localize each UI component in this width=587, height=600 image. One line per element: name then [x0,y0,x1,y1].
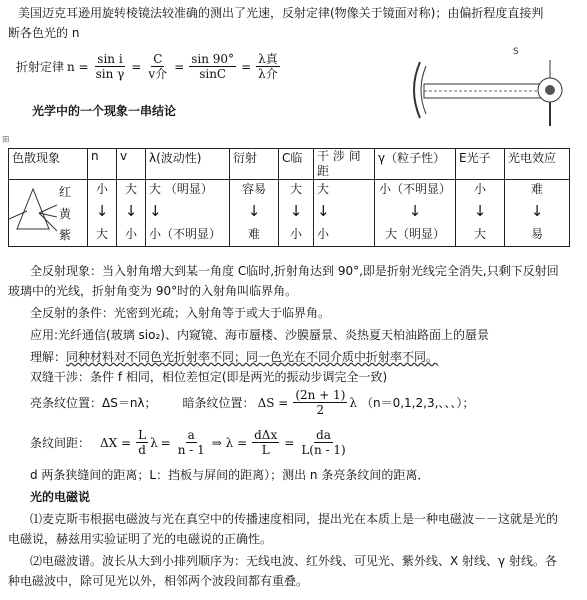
sin-gamma: sin γ [95,67,125,81]
n-equals: n = [67,59,89,74]
refraction-label: 折射定律 [16,60,65,74]
cell-lambda: 大 （明显） ↓ 小（不明显） [146,180,230,247]
cell-top: 小（不明显） [378,182,451,196]
lambda-sym: λ [150,435,158,450]
dark-lambda: λ [349,395,357,410]
total-reflection-application: 应用:光纤通信(玻璃 sio₂)、内窥镜、海市蜃楼、沙膜蜃景、炎热夏天柏油路面上的蜃景 [30,328,489,342]
color-violet: 紫 [59,228,72,242]
dark-range: （n＝0,1,2,3,、、、）； [360,396,475,410]
understanding-label: 理解： [30,350,67,364]
cell-top: 大 [124,182,137,196]
fringe-position-line [30,388,474,417]
cell-bottom: 小 [289,227,302,241]
understanding-text: 同种材料对不同色光折射率不同；同一色光在不同介质中折射率不同。 [66,350,439,364]
understanding-line [30,348,438,366]
table-header-row [9,149,570,180]
cell-bottom: 难 [247,227,260,241]
intro-line-1: 美国迈克耳逊用旋转棱镜法较准确的测出了光速，反射定律(物像关于镜面对称)；由偏折程度直接判 [18,6,544,20]
michelson-apparatus-diagram [400,40,580,130]
cell-bottom: 小 [317,227,330,241]
em-p1-line-1: ⑴麦克斯韦根据电磁波与光在真空中的传播速度相同，提出光在本质上是一种电磁波－－这就是光的 [30,512,559,526]
table-move-handle-icon[interactable]: ⊞ [2,135,10,145]
total-reflection-line-2: 玻璃中的光线，折射角变为 90°时的入射角叫临界角。 [8,284,298,298]
header-cell: 光电效应 [505,149,570,180]
n1-den: n - 1 [177,443,205,457]
sin-i: sin i [97,52,123,66]
em-p1-line-2: 电磁说，赫兹用实验证明了光的电磁说的正确性。 [8,532,273,546]
lambda-ratio [256,52,280,81]
cell-top: 难 [530,182,543,196]
l-den: L [261,443,270,457]
prism-cell [9,180,88,247]
v-medium: v介 [148,67,168,81]
section-title: 光学中的一个现象一串结论 [32,104,177,118]
double-slit-line: 双缝干涉：条件 f 相同，相位差恒定(即是两光的振动步调完全一致) [30,370,388,384]
spacing-label: 条纹间距： [30,436,91,450]
header-cell: λ(波动性) [146,149,230,180]
cell-critical: 大 ↓ 小 [279,180,314,247]
ddx-num: dΔx [254,428,278,442]
prism-icon [9,183,57,243]
color-red: 红 [59,185,72,199]
cell-top: 小 [95,182,108,196]
table-row [9,180,570,247]
header-cell: 色散现象 [9,149,88,180]
cell-top: 小 [473,182,486,196]
da-over-ln1 [299,428,347,457]
l-num: L [138,428,147,442]
lambda-vacuum: λ真 [258,52,278,66]
dispersion-table [8,148,570,247]
header-cell: v [117,149,146,180]
cell-gamma: 小（不明显） ↓ 大（明显） [375,180,456,247]
cell-bottom: 易 [530,227,543,241]
em-p2-line-1: ⑵电磁波谱。波长从大到小排列顺序为：无线电波、红外线、可见光、紫外线、X 射线、γ 射线。各 [30,554,557,568]
cell-n: 小 ↓ 大 [88,180,117,247]
cell-photon-energy: 小 ↓ 大 [456,180,505,247]
lambda-medium: λ介 [258,67,278,81]
ln1-den: L(n - 1) [301,443,346,457]
sin-ratio [94,52,127,81]
cell-top: 大 （明显） [149,182,213,196]
spacing-explanation: d 两条狭缝间的距离；L：挡板与屏间的距离）；测出 n 条亮条纹间的距离． [30,468,430,482]
cell-bottom: 小（不明显） [149,227,222,241]
fringe-spacing-line: 条纹间距： ΔX = $\frac{L}{d}$ λ = $\frac{a}{n - 1}$ ⇒ λ = $\frac{\text{dΔx}}{L}$ = $\frac{da}{L(n - 1)}$ [30,428,346,457]
cell-diffraction: 容易 ↓ 难 [230,180,279,247]
total-reflection-condition: 全反射的条件：光密到光疏；入射角等于或大于临界角。 [30,306,331,320]
header-cell: 干 涉 间 距 [314,149,375,180]
cell-top: 大 [317,182,330,196]
diagram-label-s: S [513,47,519,57]
bright-fringe-label: 亮条纹位置：ΔS＝nλ； [30,396,157,410]
dark-fraction [293,388,347,417]
sin90: sin 90° [191,52,235,66]
header-cell: C临 [279,149,314,180]
header-cell: n [88,149,117,180]
c-value: C [153,52,163,66]
d-den: d [138,443,146,457]
dark-num: (2n + 1) [295,388,346,402]
cell-spacing: 大 ↓ 小 [314,180,375,247]
header-cell: γ（粒子性） [375,149,456,180]
sin90-ratio [189,52,236,81]
cell-bottom: 大 [95,227,108,241]
cell-bottom: 大 [473,227,486,241]
ddx-over-l [252,428,279,457]
header-cell: 衍射 [230,149,279,180]
em-p2-line-2: 种电磁波中，除可见光以外，相邻两个波段间都有重叠。 [8,574,309,588]
cell-top: 大 [289,182,302,196]
c-over-v [146,52,169,81]
color-yellow: 黄 [59,206,72,221]
dark-lhs: ΔS = [257,395,289,410]
da-num: da [316,428,331,442]
implies-arrow: ⇒ λ = [211,435,248,450]
dark-fringe-label: 暗条纹位置： [182,396,255,410]
header-cell: E光子 [456,149,505,180]
a-over-n1 [176,428,207,457]
refraction-formula: 折射定律 n = $\frac{\text{sin i}}{\text{sin γ}}$ = $\frac{C}{\text{v介}}$ = $\frac{\sin 90^\circ}{\sin C}$ = $\frac{\text{λ真}}{\text{λ介}}$ [16,52,278,81]
cell-photoelectric: 难 ↓ 易 [505,180,570,247]
cell-v: 大 ↓ 小 [117,180,146,247]
total-reflection-line-1: 全反射现象：当入射角增大到某一角度 C临时,折射角达到 90°,即是折射光线完全消失,只剩下反射回 [30,264,559,278]
dark-den: 2 [316,403,325,417]
cell-bottom: 大（明显） [384,227,445,241]
em-section-title: 光的电磁说 [30,490,91,504]
l-over-d [136,428,148,457]
sinC: sinC [199,67,227,81]
intro-line-2: 断各色光的 n [8,26,80,40]
cell-top: 容易 [241,182,266,196]
a-num: a [187,428,195,442]
spacing-lhs: ΔX = [100,435,132,450]
cell-bottom: 小 [124,227,137,241]
